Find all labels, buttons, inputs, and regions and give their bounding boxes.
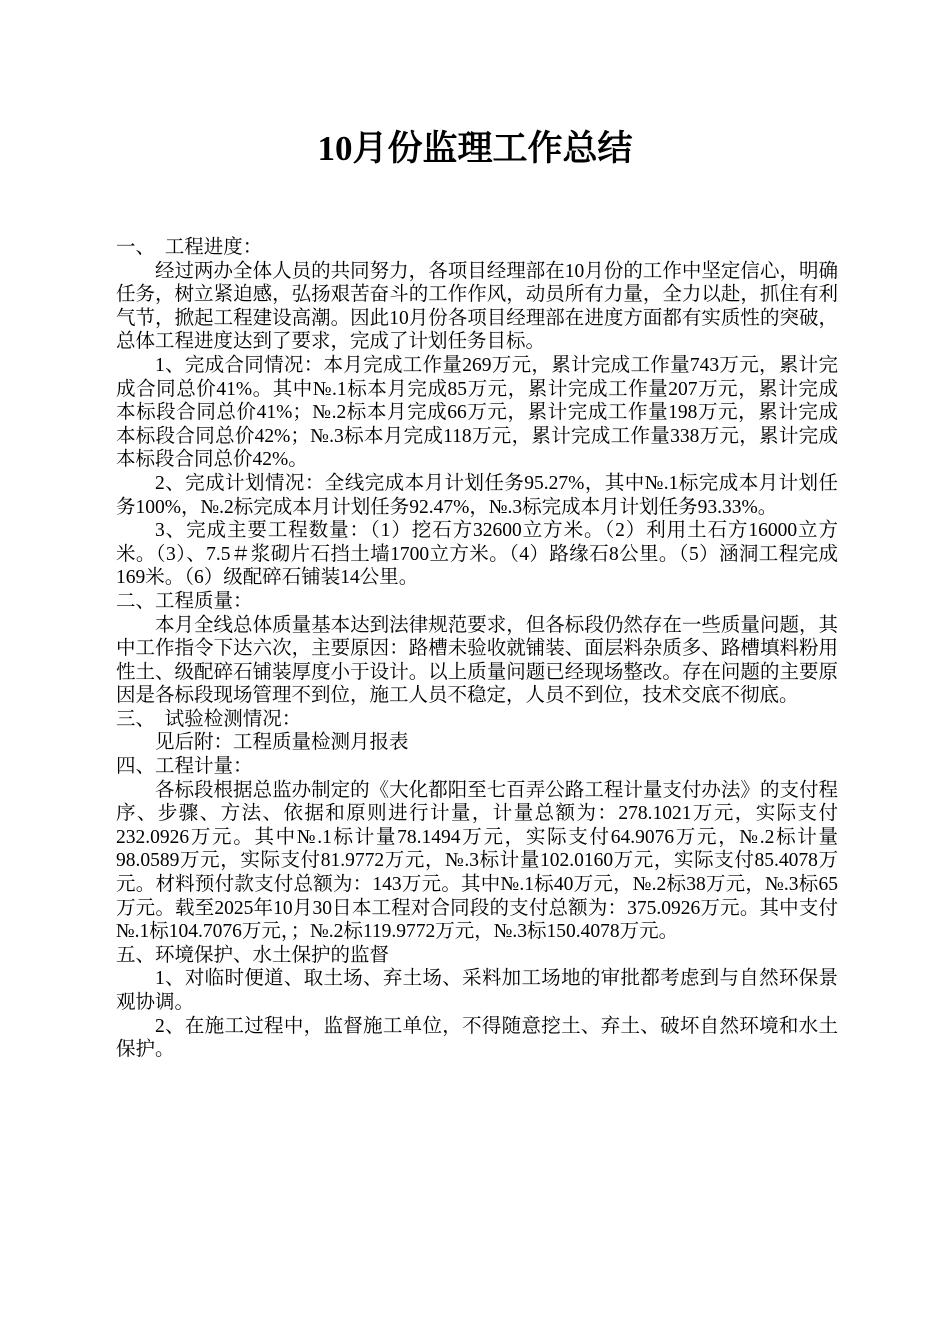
document-title: 10月份监理工作总结: [317, 129, 633, 168]
paragraph: 各标段根据总监办制定的《大化都阳至七百弄公路工程计量支付办法》的支付程序、步骤、方法、依据和原则进行计量，计量总额为：278.1021万元，实际支付232.0926万元。其中№.1标计量78.1494万元，实际支付64.9076万元，№.2标计量98.0589万元，实际支付81.9772万元，№.3标计量102.0160万元，实际支付85.4078万元。材料预付款支付总额为：143万元。其中№.1标40万元，№.2标38万元，№.3标65万元。载至2025年10月30日本工程对合同段的支付总额为：375.0926万元。其中支付№.1标104.7076万元，；№.2标119.9772万元，№.3标150.4078万元。: [116, 779, 838, 943]
section-quality: [116, 590, 838, 708]
paragraph: 1、完成合同情况：本月完成工作量269万元，累计完成工作量743万元，累计完成合同总价41%。其中№.1标本月完成85万元，累计完成工作量207万元，累计完成本标段合同总价41%；№.2标本月完成66万元，累计完成工作量198万元，累计完成本标段合同总价42%；№.3标本月完成118万元，累计完成工作量338万元，累计完成本标段合同总价42%。: [116, 354, 838, 471]
section-heading: 二、工程质量：: [116, 590, 253, 612]
paragraph: 1、对临时便道、取土场、弃土场、采料加工场地的审批都考虑到与自然环保景观协调。: [116, 968, 838, 1013]
paragraph: 2、完成计划情况：全线完成本月计划任务95.27%，其中№.1标完成本月计划任务100%，№.2标完成本月计划任务92.47%，№.3标完成本月计划任务93.33%。: [116, 472, 838, 518]
section-progress: [116, 236, 838, 590]
paragraph: 本月全线总体质量基本达到法律规范要求，但各标段仍然存在一些质量问题，其中工作指令下达六次，主要原因：路槽未验收就铺装、面层料杂质多、路槽填料粉用性土、级配碎石铺装厚度小于设计。以上质量问题已经现场整改。存在问题的主要原因是各标段现场管理不到位，施工人员不稳定，人员不到位，技术交底不彻底。: [116, 614, 838, 707]
paragraph: 经过两办全体人员的共同努力，各项目经理部在10月份的工作中坚定信心，明确任务，树立紧迫感，弘扬艰苦奋斗的工作作风，动员所有力量，全力以赴，抓住有利气节，掀起工程建设高潮。因此10月份各项目经理部在进度方面都有实质性的突破，总体工程进度达到了要求，完成了计划任务目标。: [116, 260, 838, 353]
section-heading: 三、 试验检测情况：: [116, 708, 302, 730]
section-measurement: [116, 755, 838, 944]
paragraph: 2、在施工过程中，监督施工单位，不得随意挖土、弃土、破坏自然环境和水土保护。: [116, 1015, 838, 1061]
section-environment: [116, 944, 838, 1062]
document-body: [116, 236, 838, 1062]
paragraph: 见后附：工程质量检测月报表: [155, 732, 409, 754]
section-heading: 一、 工程进度：: [116, 237, 263, 258]
paragraph: 3、完成主要工程数量：（1）挖石方32600立方米。（2）利用土石方16000立方米。（3）、7.5＃浆砌片石挡土墙1700立方米。（4）路缘石8公里。（5）涵洞工程完成169米。（6）级配碎石铺装14公里。: [116, 520, 838, 589]
section-heading: 四、工程计量：: [116, 756, 253, 778]
section-testing: [116, 708, 838, 755]
section-heading: 五、环境保护、水土保护的监督: [116, 944, 390, 966]
